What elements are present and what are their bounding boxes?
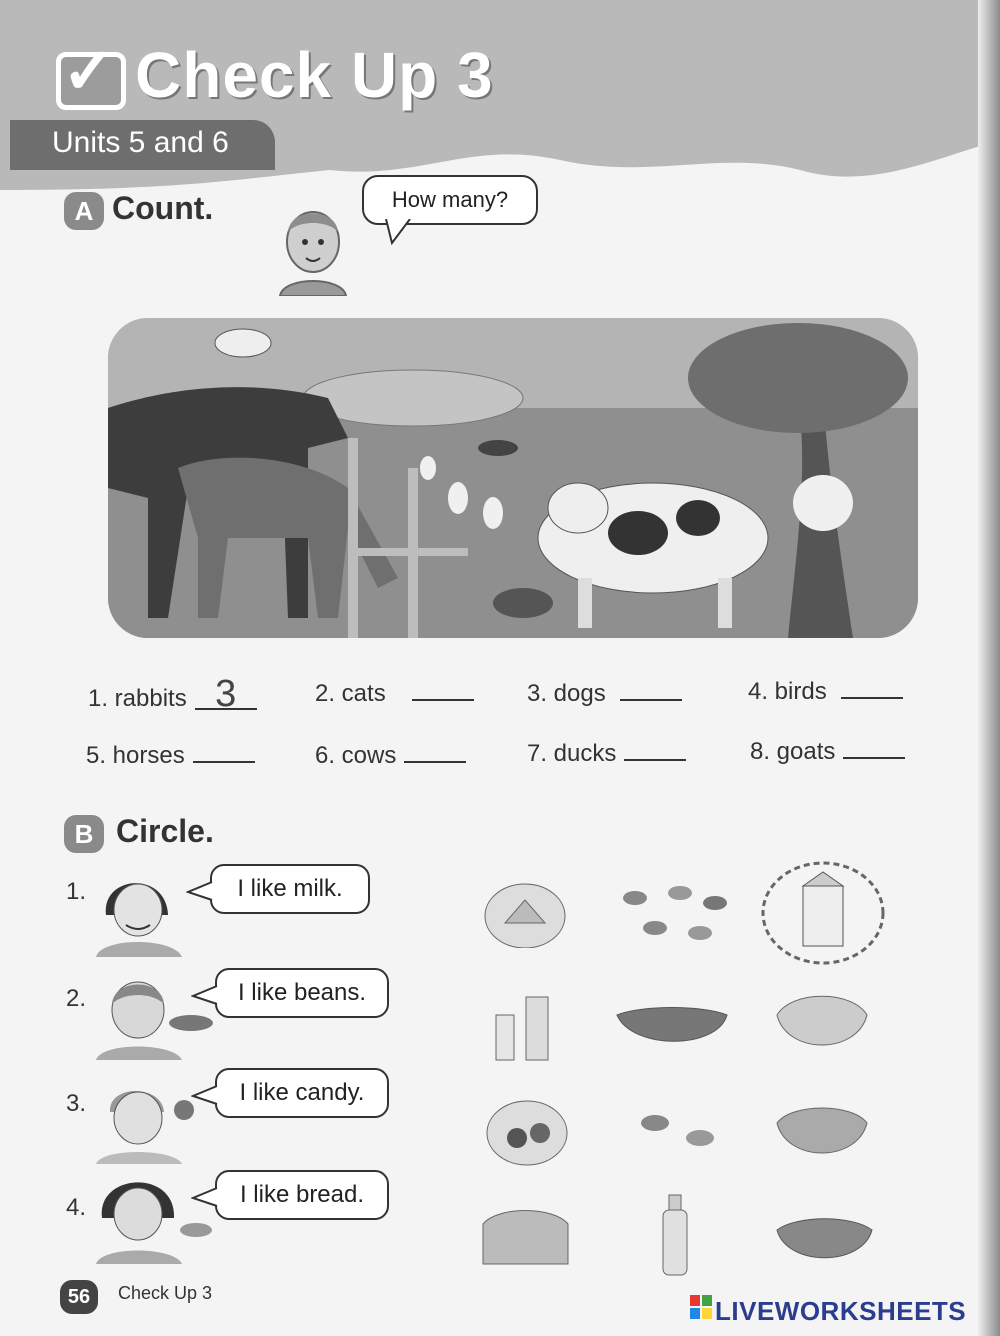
speech-text: I like milk. [237,875,343,902]
count-label: 1. rabbits [88,685,187,712]
bottle-image[interactable] [655,1190,695,1280]
count-item-birds [748,678,903,706]
speech-bubble [215,1068,389,1118]
count-item-horses [86,742,255,770]
girl-illustration [96,865,188,957]
count-label: 8. goats [750,738,836,765]
row-number: 3. [66,1090,87,1117]
answer-blank[interactable] [404,761,466,763]
footer-label: Check Up 3 [118,1283,213,1303]
page-number-badge: 56 [60,1280,98,1314]
units-label: Units 5 and 6 [52,126,229,159]
bubble-tail [384,219,414,245]
answer-blank[interactable] [193,761,255,763]
speech-bubble [215,968,389,1018]
answer-blank[interactable] [843,757,905,759]
count-label: 4. birds [748,678,827,705]
juice-bottles-image[interactable] [488,985,558,1065]
speech-bubble [215,1170,389,1220]
row-number: 4. [66,1194,87,1221]
bubble-tail [191,984,219,1006]
row-number: 2. [66,985,87,1012]
answer-blank[interactable] [620,699,682,701]
section-b-badge: B [64,815,104,853]
girl-illustration [96,1072,206,1164]
page-title: Check Up 3 [135,39,494,111]
speech-bubble [210,864,370,914]
bubble-tail [191,1186,219,1208]
checkmark-icon: ✓ [62,35,116,107]
section-a-badge: A [64,192,104,230]
liveworksheets-watermark: LIVEWORKSHEETS [715,1296,967,1326]
speech-text: I like candy. [239,1079,365,1106]
bread-loaf-image[interactable] [478,1204,573,1274]
candy-image[interactable] [625,1098,735,1168]
count-label: 6. cows [315,742,397,769]
count-item-goats [750,738,905,766]
farm-scene-image [108,318,918,638]
bread-plate-image[interactable] [480,878,570,948]
milk-carton-circled-image[interactable] [758,858,888,968]
bubble-tail [186,880,214,902]
answer-blank[interactable] [841,697,903,699]
boy-illustration [96,968,216,1060]
beans-bowl-image[interactable] [612,995,732,1065]
section-b-title: Circle. [116,813,214,849]
count-item-ducks [527,740,686,768]
boy-illustration [278,192,348,296]
answer-blank[interactable] [412,699,474,701]
cereal-bowl-image[interactable] [772,1205,877,1275]
girl-illustration [96,1168,216,1264]
section-a-title: Count. [112,190,214,226]
liveworksheets-logo-icon [690,1295,712,1319]
how-many-text: How many? [391,187,509,212]
count-item-dogs [527,680,682,708]
count-label: 5. horses [86,742,185,769]
count-label: 2. cats [315,680,386,707]
count-item-rabbits [88,673,257,715]
bowl-image[interactable] [772,1098,872,1168]
row-number: 1. [66,878,87,905]
how-many-bubble [362,175,538,225]
candy-image[interactable] [610,878,740,948]
count-item-cats [315,680,474,708]
count-item-cows [315,742,466,770]
speech-text: I like bread. [239,1181,365,1208]
page-edge [978,0,1000,1336]
bubble-tail [191,1084,219,1106]
answer-blank[interactable] [624,759,686,761]
speech-text: I like beans. [237,979,367,1006]
count-label: 7. ducks [527,740,617,767]
answer-blank[interactable]: 3 [195,680,257,710]
food-plate-image[interactable] [482,1098,572,1168]
count-label: 3. dogs [527,680,606,707]
salad-bowl-image[interactable] [772,990,872,1060]
